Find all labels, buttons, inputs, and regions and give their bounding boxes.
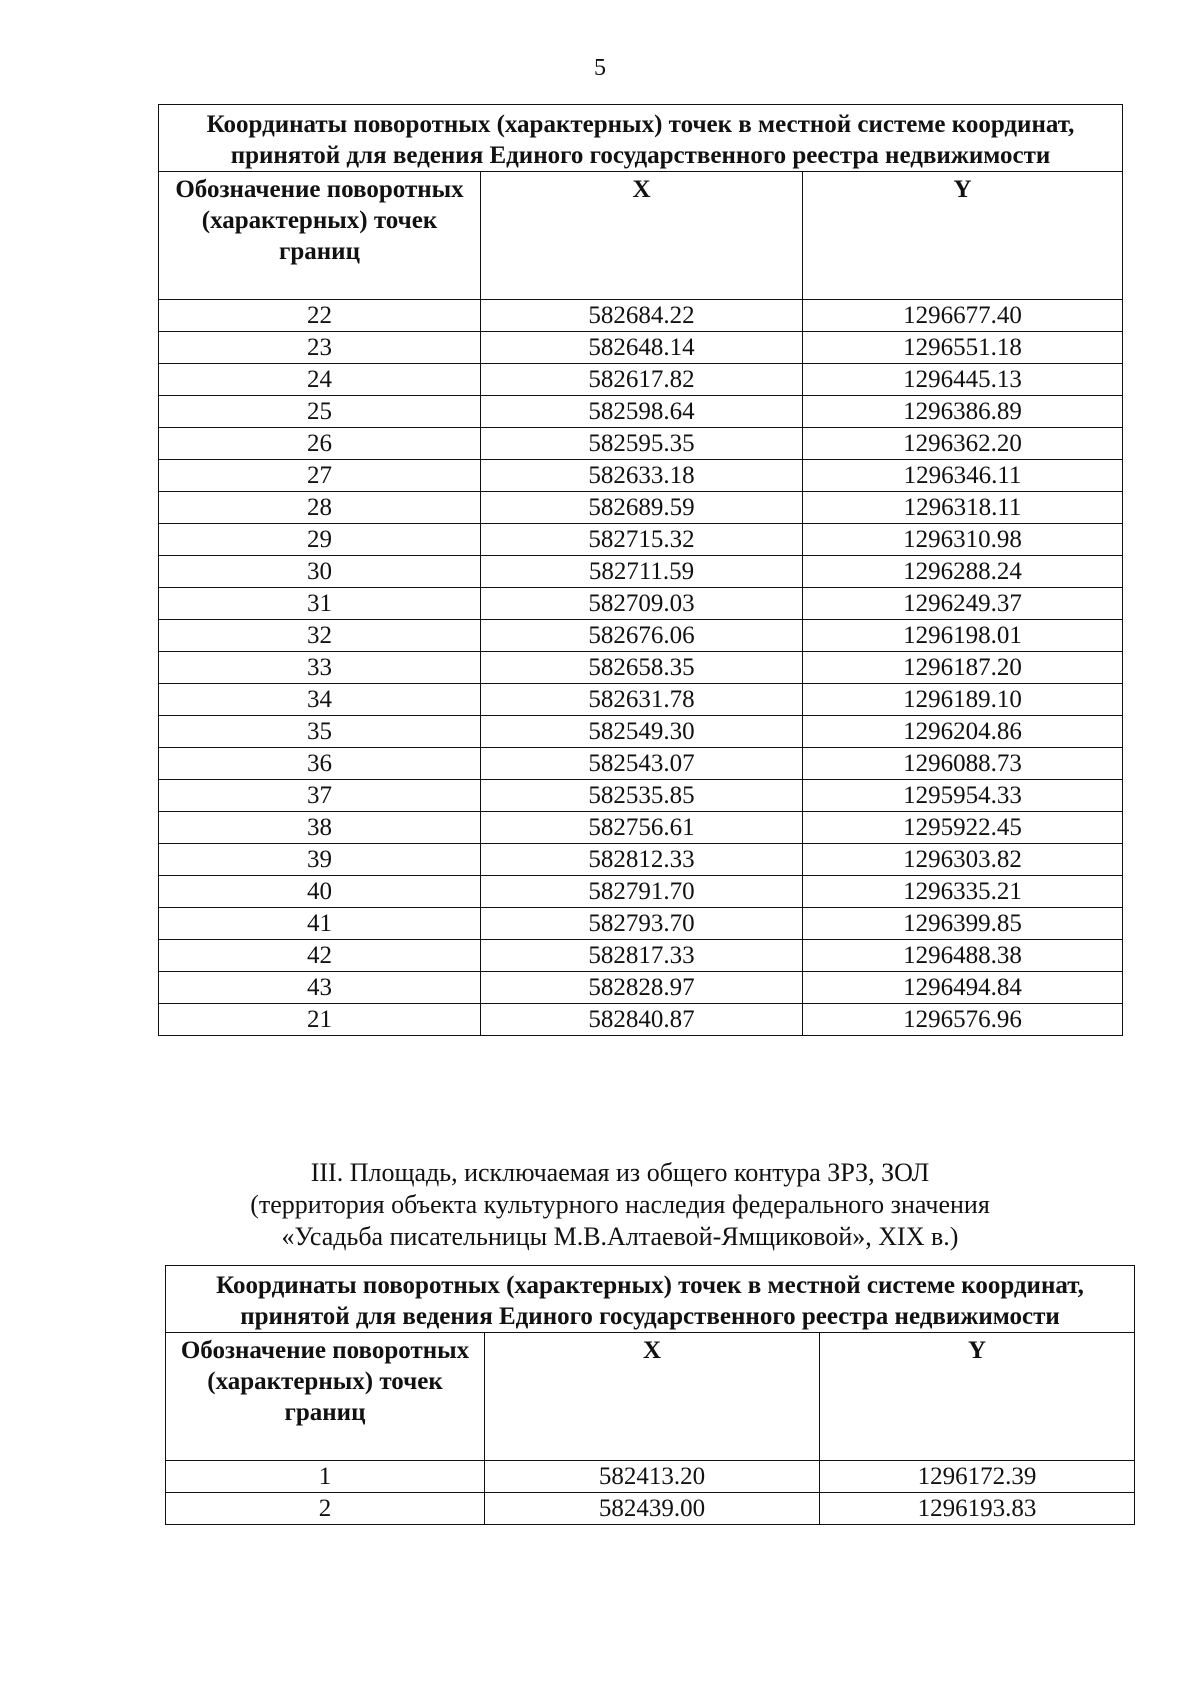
x-coordinate-cell: 582535.85 (481, 780, 803, 812)
x-coordinate-cell: 582817.33 (481, 940, 803, 972)
x-coordinate-cell: 582631.78 (481, 684, 803, 716)
column-header-x: X (485, 1333, 820, 1461)
y-coordinate-cell: 1296494.84 (803, 972, 1123, 1004)
table-row (166, 1461, 1135, 1493)
x-coordinate-cell: 582676.06 (481, 620, 803, 652)
y-coordinate-cell: 1296288.24 (803, 556, 1123, 588)
x-coordinate-cell: 582413.20 (485, 1461, 820, 1493)
point-cell: 36 (159, 748, 481, 780)
point-cell: 42 (159, 940, 481, 972)
table-row (159, 460, 1123, 492)
point-cell: 43 (159, 972, 481, 1004)
x-coordinate-cell: 582689.59 (481, 492, 803, 524)
y-coordinate-cell: 1296318.11 (803, 492, 1123, 524)
section-heading (120, 1157, 1120, 1253)
table-row (159, 428, 1123, 460)
table-caption-row (166, 1266, 1135, 1333)
y-coordinate-cell: 1296386.89 (803, 396, 1123, 428)
coordinates-table-1 (158, 104, 1123, 1036)
point-cell: 23 (159, 332, 481, 364)
table-row (159, 588, 1123, 620)
point-cell: 28 (159, 492, 481, 524)
y-coordinate-cell: 1296576.96 (803, 1004, 1123, 1036)
y-coordinate-cell: 1296399.85 (803, 908, 1123, 940)
x-coordinate-cell: 582711.59 (481, 556, 803, 588)
y-coordinate-cell: 1296198.01 (803, 620, 1123, 652)
point-cell: 29 (159, 524, 481, 556)
y-coordinate-cell: 1296249.37 (803, 588, 1123, 620)
point-cell: 26 (159, 428, 481, 460)
table-row (159, 716, 1123, 748)
point-cell: 33 (159, 652, 481, 684)
table-row (159, 524, 1123, 556)
point-cell: 37 (159, 780, 481, 812)
table-row (159, 364, 1123, 396)
y-coordinate-cell: 1296335.21 (803, 876, 1123, 908)
y-coordinate-cell: 1296303.82 (803, 844, 1123, 876)
point-cell: 38 (159, 812, 481, 844)
table-row (159, 556, 1123, 588)
coordinates-table-2 (165, 1265, 1135, 1525)
table-row (159, 812, 1123, 844)
y-coordinate-cell: 1296488.38 (803, 940, 1123, 972)
point-cell: 31 (159, 588, 481, 620)
y-coordinate-cell: 1295954.33 (803, 780, 1123, 812)
x-coordinate-cell: 582756.61 (481, 812, 803, 844)
table-row (159, 396, 1123, 428)
column-header-point: Обозначение поворотных (характерных) точек границ (166, 1333, 485, 1461)
table-row (159, 780, 1123, 812)
table-row (159, 492, 1123, 524)
table-row (159, 620, 1123, 652)
table-row (159, 940, 1123, 972)
x-coordinate-cell: 582598.64 (481, 396, 803, 428)
x-coordinate-cell: 582658.35 (481, 652, 803, 684)
point-cell: 34 (159, 684, 481, 716)
y-coordinate-cell: 1296310.98 (803, 524, 1123, 556)
table-header-row (166, 1333, 1135, 1461)
point-cell: 2 (166, 1493, 485, 1525)
y-coordinate-cell: 1296187.20 (803, 652, 1123, 684)
point-cell: 41 (159, 908, 481, 940)
y-coordinate-cell: 1296551.18 (803, 332, 1123, 364)
table-row (159, 1004, 1123, 1036)
x-coordinate-cell: 582812.33 (481, 844, 803, 876)
section-subtitle-line-1: (территория объекта культурного наследия федерального значения (250, 1190, 990, 1219)
point-cell: 24 (159, 364, 481, 396)
x-coordinate-cell: 582840.87 (481, 1004, 803, 1036)
point-cell: 40 (159, 876, 481, 908)
table-row (159, 684, 1123, 716)
page-number: 5 (594, 55, 606, 81)
table-row (159, 748, 1123, 780)
y-coordinate-cell: 1296346.11 (803, 460, 1123, 492)
point-cell: 30 (159, 556, 481, 588)
x-coordinate-cell: 582709.03 (481, 588, 803, 620)
y-coordinate-cell: 1296445.13 (803, 364, 1123, 396)
x-coordinate-cell: 582633.18 (481, 460, 803, 492)
y-coordinate-cell: 1295922.45 (803, 812, 1123, 844)
column-header-y: Y (820, 1333, 1135, 1461)
point-cell: 21 (159, 1004, 481, 1036)
column-header-y: Y (803, 172, 1123, 300)
y-coordinate-cell: 1296189.10 (803, 684, 1123, 716)
table-caption: Координаты поворотных (характерных) точек в местной системе координат, принятой для ведения Единого государственного реестра недвижимости (166, 1266, 1135, 1333)
x-coordinate-cell: 582543.07 (481, 748, 803, 780)
table-row (159, 908, 1123, 940)
x-coordinate-cell: 582549.30 (481, 716, 803, 748)
x-coordinate-cell: 582791.70 (481, 876, 803, 908)
y-coordinate-cell: 1296088.73 (803, 748, 1123, 780)
point-cell: 25 (159, 396, 481, 428)
y-coordinate-cell: 1296677.40 (803, 300, 1123, 332)
table-row (159, 652, 1123, 684)
table-row (166, 1493, 1135, 1525)
x-coordinate-cell: 582617.82 (481, 364, 803, 396)
x-coordinate-cell: 582715.32 (481, 524, 803, 556)
y-coordinate-cell: 1296172.39 (820, 1461, 1135, 1493)
x-coordinate-cell: 582648.14 (481, 332, 803, 364)
point-cell: 1 (166, 1461, 485, 1493)
table-row (159, 876, 1123, 908)
table-caption: Координаты поворотных (характерных) точек в местной системе координат, принятой для ведения Единого государственного реестра недвижимости (159, 105, 1123, 172)
point-cell: 35 (159, 716, 481, 748)
table-row (159, 300, 1123, 332)
column-header-x: X (481, 172, 803, 300)
table-caption-row (159, 105, 1123, 172)
y-coordinate-cell: 1296204.86 (803, 716, 1123, 748)
table-body (159, 300, 1123, 1036)
x-coordinate-cell: 582684.22 (481, 300, 803, 332)
table-row (159, 972, 1123, 1004)
point-cell: 32 (159, 620, 481, 652)
section-subtitle-line-2: «Усадьба писательницы М.В.Алтаевой-Ямщиковой», XIX в.) (281, 1222, 959, 1251)
table-body (166, 1461, 1135, 1525)
point-cell: 22 (159, 300, 481, 332)
column-header-point: Обозначение поворотных (характерных) точек границ (159, 172, 481, 300)
x-coordinate-cell: 582595.35 (481, 428, 803, 460)
table-header-row (159, 172, 1123, 300)
table-row (159, 332, 1123, 364)
x-coordinate-cell: 582828.97 (481, 972, 803, 1004)
x-coordinate-cell: 582793.70 (481, 908, 803, 940)
y-coordinate-cell: 1296193.83 (820, 1493, 1135, 1525)
point-cell: 39 (159, 844, 481, 876)
table-row (159, 844, 1123, 876)
y-coordinate-cell: 1296362.20 (803, 428, 1123, 460)
point-cell: 27 (159, 460, 481, 492)
x-coordinate-cell: 582439.00 (485, 1493, 820, 1525)
section-title: III. Площадь, исключаемая из общего контура ЗРЗ, ЗОЛ (310, 1158, 930, 1187)
